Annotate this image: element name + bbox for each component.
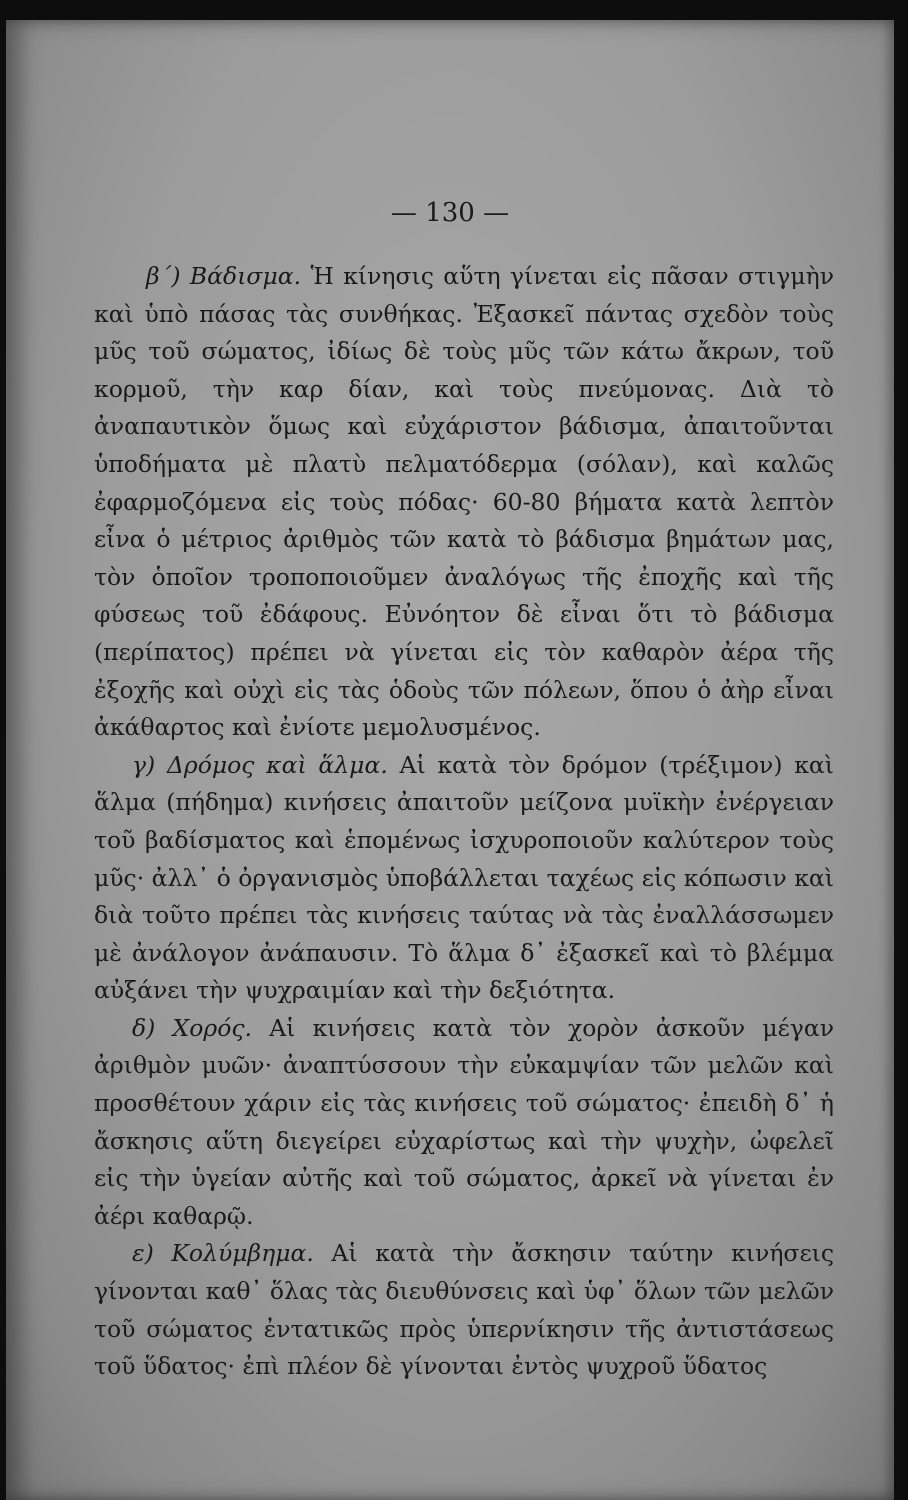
paragraph-swimming <box>94 1235 834 1385</box>
paragraph-dance <box>94 1010 834 1236</box>
page-body <box>94 258 834 1386</box>
section-heading-walking: β΄) Βάδισμα. <box>146 262 302 290</box>
paragraph-text: Αἱ κατὰ τὴν ἄσκησιν ταύτην κινήσεις γίνονται καθ᾿ ὅλας τὰς διευθύνσεις καὶ ὑφ᾿ ὅλων τῶν μελῶν τοῦ σώματος ἐντατικῶς πρὸς ὑπερνίκησιν τῆς ἀντιστάσεως τοῦ ὕδατος· ἐπὶ πλέον δὲ γίνονται ἐντὸς ψυχροῦ ὕδατος <box>94 1239 835 1381</box>
book-page <box>6 20 894 1500</box>
section-heading-running-jumping: γ) Δρόμος καὶ ἅλμα. <box>132 750 388 779</box>
paragraph-text: Ἡ κίνησις αὕτη γίνεται εἰς πᾶσαν στιγμὴν καὶ ὑπὸ πάσας τὰς συνθήκας. Ἐξασκεῖ πάντας σχεδὸν τοὺς μῦς τοῦ σώματος, ἰδίως δὲ τοὺς μῦς τῶν κάτω ἄκρων, τοῦ κορμοῦ, τὴν καρ δίαν, καὶ τοὺς πνεύμονας. Διὰ τὸ ἀναπαυτικὸν ὅμως καὶ εὐχάριστον βάδισμα, ἀπαιτοῦνται ὑποδήματα μὲ πλατὺ πελματόδερμα (σόλαν), καὶ καλῶς ἐφαρμοζόμενα εἰς τοὺς πόδας· 60-80 βήματα κατὰ λεπτὸν εἶνα ὁ μέτριος ἀριθμὸς τῶν κατὰ τὸ βάδισμα βημάτων μας, τὸν ὁποῖον τροποποιοῦμεν ἀναλόγως τῆς ἐποχῆς καὶ τῆς φύσεως τοῦ ἐδάφους. Εὐνόητον δὲ εἶναι ὅτι τὸ βάδισμα (περίπατος) πρέπει νὰ γίνεται εἰς τὸν καθαρὸν ἀέρα τῆς ἐξοχῆς καὶ οὐχὶ εἰς τὰς ὁδοὺς τῶν πόλεων, ὅπου ὁ ἀὴρ εἶναι ἀκάθαρτος καὶ ἐνίοτε μεμολυσμένος. <box>94 262 834 742</box>
section-heading-dance: δ) Χορός. <box>132 1013 252 1042</box>
paragraph-walking <box>94 258 834 747</box>
section-heading-swimming: ε) Κολύμβημα. <box>132 1239 314 1268</box>
page-number: — 130 — <box>390 198 510 228</box>
paragraph-text: Αἱ κινήσεις κατὰ τὸν χορὸν ἀσκοῦν μέγαν ἀριθμὸν μυῶν· ἀναπτύσσουν τὴν εὐκαμψίαν τῶν μελῶν καὶ προσθέτουν χάριν εἰς τὰς κινήσεις τοῦ σώματος· ἐπειδὴ δ᾿ ἡ ἄσκησις αὕτη διεγείρει εὐχαρίστως καὶ τὴν ψυχὴν, ὠφελεῖ εἰς τὴν ὑγείαν αὐτῆς καὶ τοῦ σώματος, ἀρκεῖ νὰ γίνεται ἐν ἀέρι καθαρῷ. <box>94 1013 834 1230</box>
paragraph-running-jumping <box>94 747 834 1010</box>
paragraph-text: Αἱ κατὰ τὸν δρόμον (τρέξιμον) καὶ ἅλμα (πήδημα) κινήσεις ἀπαιτοῦν μείζονα μυϊκὴν ἐνέργειαν τοῦ βαδίσματος καὶ ἑπομένως ἰσχυροποιοῦν καλύτερον τοὺς μῦς· ἀλλ᾿ ὁ ὀργανισμὸς ὑποβάλλεται ταχέως εἰς κόπωσιν καὶ διὰ τοῦτο πρέπει τὰς κινήσεις ταύτας νὰ τὰς ἐναλλάσσωμεν μὲ ἀνάλογον ἀνάπαυσιν. Τὸ ἅλμα δ᾿ ἐξασκεῖ καὶ τὸ βλέμμα αὐξάνει τὴν ψυχραιμίαν καὶ τὴν δεξιότητα. <box>94 750 834 1005</box>
